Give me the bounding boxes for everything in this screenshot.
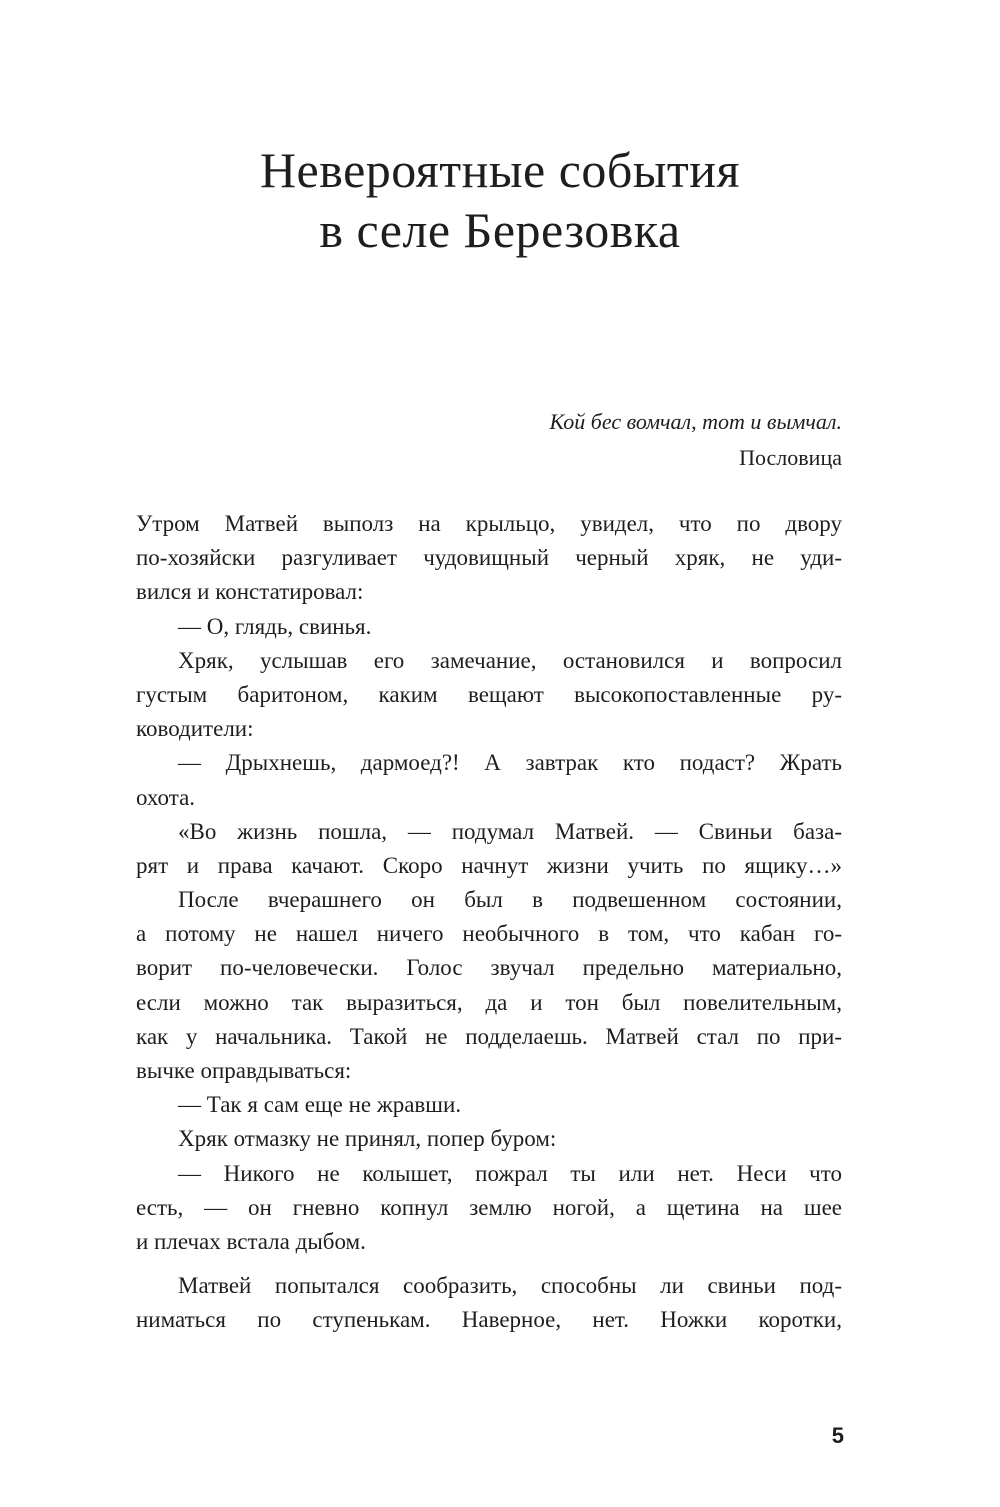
text-line: ворит по-человечески. Голос звучал предельно материально, bbox=[136, 955, 842, 981]
text-line: вился и констатировал: bbox=[136, 579, 364, 605]
text-line: охота. bbox=[136, 784, 196, 810]
page-number: 5 bbox=[831, 1423, 844, 1448]
text-line: Утром Матвей выполз на крыльцо, увидел, что по двору bbox=[136, 511, 842, 536]
text-line: вычке оправдываться: bbox=[136, 1058, 352, 1083]
chapter-title bbox=[0, 140, 1000, 260]
text-line: по-хозяйски разгуливает чудовищный черный хряк, не уди- bbox=[136, 545, 842, 571]
text-line: рят и права качают. Скоро начнут жизни учить по ящику…» bbox=[136, 852, 842, 878]
text-line: После вчерашнего он был в подвешенном состоянии, bbox=[178, 887, 842, 913]
text-line: а потому не нашел ничего необычного в том, что кабан го- bbox=[136, 921, 842, 947]
epigraph-quote: Кой бес вомчал, тот и вымчал. bbox=[549, 409, 842, 434]
epigraph-source: Пословица bbox=[739, 445, 842, 470]
text-line: есть, — он гневно копнул землю ногой, а щетина на шее bbox=[136, 1194, 842, 1220]
text-line: — Дрыхнешь, дармоед?! А завтрак кто подаст? Жрать bbox=[178, 750, 842, 776]
epigraph bbox=[550, 404, 842, 476]
chapter-title-line-2: в селе Березовка bbox=[319, 202, 681, 258]
text-line: — О, глядь, свинья. bbox=[178, 613, 372, 639]
text-line: ководители: bbox=[136, 716, 254, 742]
chapter-title-line-1: Невероятные события bbox=[259, 142, 741, 198]
text-line: ниматься по ступенькам. Наверное, нет. Ножки коротки, bbox=[136, 1307, 842, 1333]
text-line: — Никого не колышет, пожрал ты или нет. Неси что bbox=[178, 1160, 842, 1186]
text-line: «Во жизнь пошла, — подумал Матвей. — Свиньи база- bbox=[178, 818, 842, 844]
text-line: Хряк, услышав его замечание, остановился и вопросил bbox=[178, 647, 842, 673]
text-line: густым баритоном, каким вещают высокопоставленные ру- bbox=[136, 681, 842, 707]
body-text bbox=[136, 507, 842, 1338]
text-line: если можно так выразиться, да и тон был повелительным, bbox=[136, 989, 842, 1015]
text-line: как у начальника. Такой не подделаешь. Матвей стал по при- bbox=[136, 1023, 842, 1049]
text-line: Хряк отмазку не принял, попер буром: bbox=[178, 1126, 557, 1152]
text-line: и плечах встала дыбом. bbox=[136, 1228, 366, 1254]
text-line: — Так я сам еще не жравши. bbox=[178, 1092, 462, 1118]
text-line: Матвей попытался сообразить, способны ли свиньи под- bbox=[178, 1273, 842, 1299]
